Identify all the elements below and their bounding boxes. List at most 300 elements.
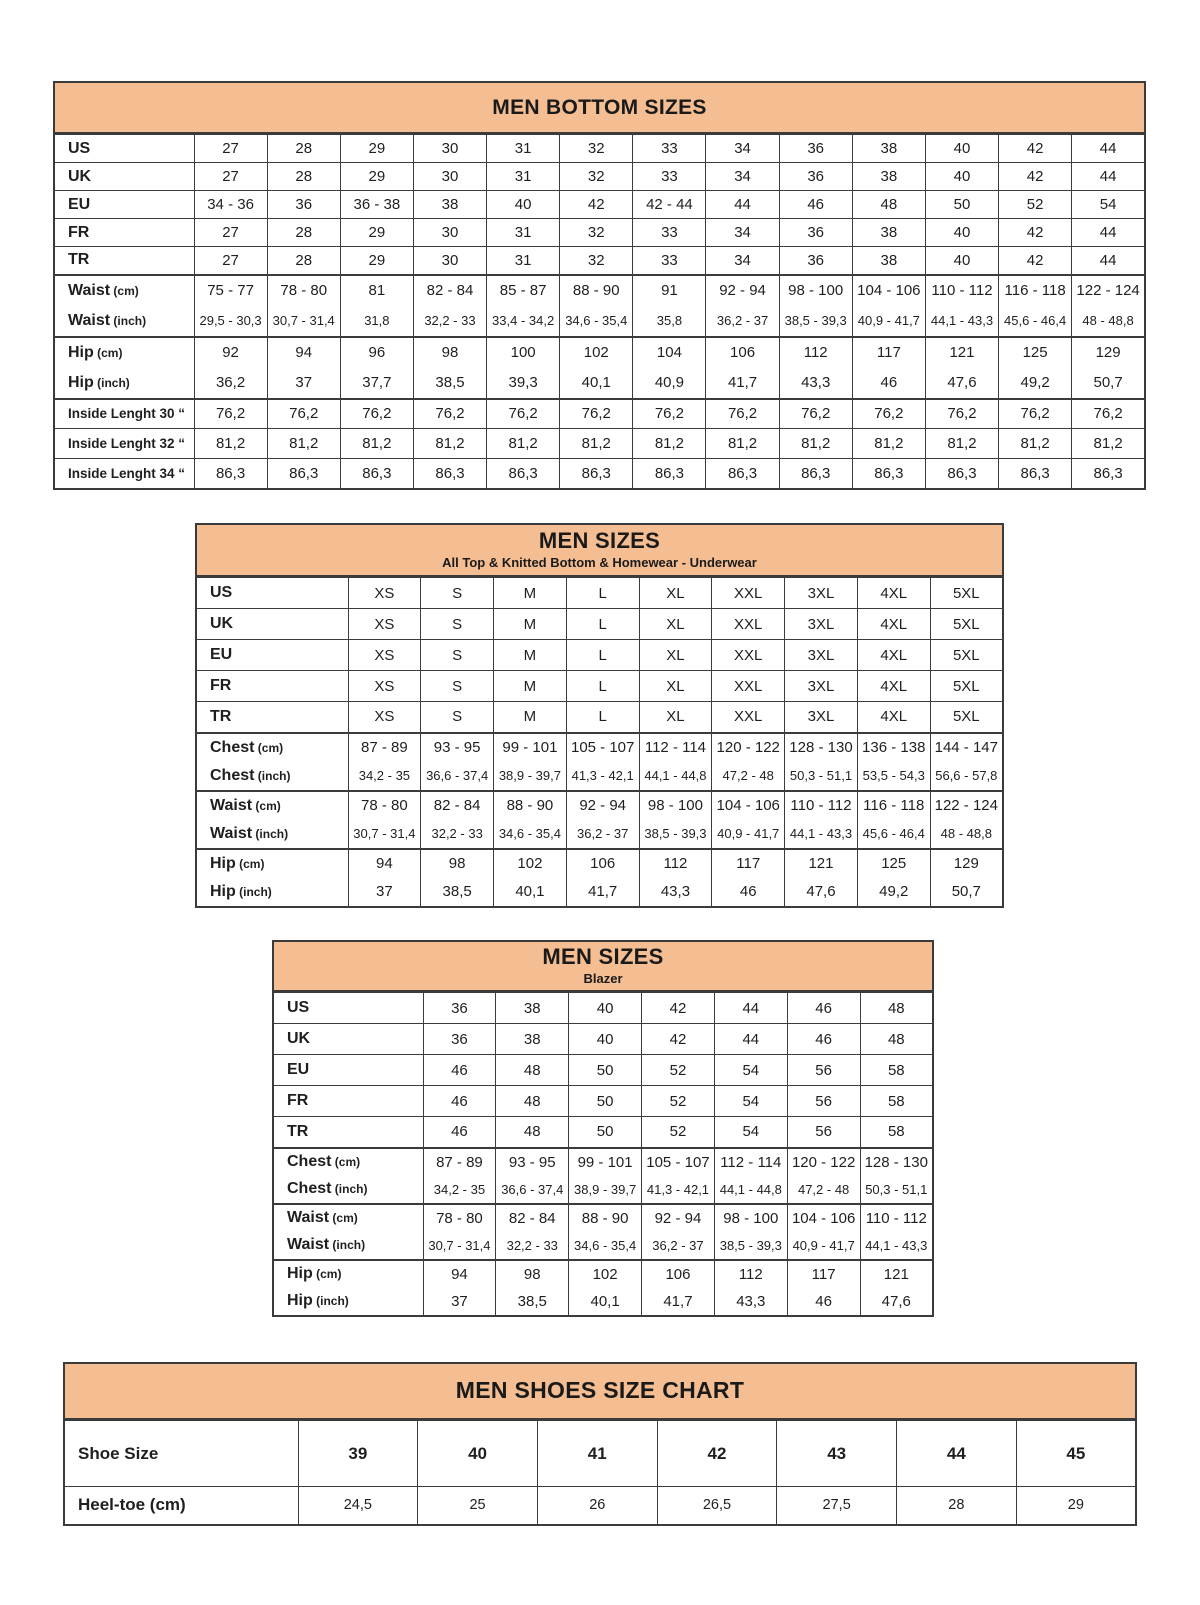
size-cell: 136 - 138 (857, 733, 930, 762)
size-cell: 48 - 48,8 (1072, 306, 1145, 337)
table-row (54, 247, 1145, 275)
row-label (273, 1288, 423, 1316)
row-label-text: Hip (210, 882, 236, 900)
row-label-text: UK (287, 1030, 311, 1047)
size-cell: 86,3 (925, 459, 998, 489)
men-sizes-blazer-table (272, 940, 934, 1317)
size-cell: 129 (1072, 337, 1145, 368)
size-cell: 47,6 (860, 1288, 933, 1316)
size-cell: 106 (642, 1260, 715, 1288)
size-cell: 104 - 106 (852, 275, 925, 306)
size-cell: 45,6 - 46,4 (857, 820, 930, 849)
size-cell: 48 (496, 1086, 569, 1117)
size-cell: 46 (712, 878, 785, 907)
size-cell: 4XL (857, 609, 930, 640)
row-label (196, 849, 348, 878)
size-cell: 28 (897, 1487, 1017, 1525)
size-cell: XS (348, 702, 421, 733)
size-cell: 54 (714, 1055, 787, 1086)
size-cell: 29 (340, 219, 413, 247)
size-cell: 44 (714, 993, 787, 1024)
size-cell: 40,9 - 41,7 (712, 820, 785, 849)
size-cell: 99 - 101 (569, 1148, 642, 1176)
size-cell: 98 - 100 (639, 791, 712, 820)
size-cell: 48 - 48,8 (930, 820, 1003, 849)
size-cell: 92 (194, 337, 267, 368)
size-cell: 40,1 (494, 878, 567, 907)
size-cell: 102 (494, 849, 567, 878)
row-label-unit: (cm) (93, 345, 123, 360)
size-cell: 56 (787, 1086, 860, 1117)
size-cell: 120 - 122 (787, 1148, 860, 1176)
size-cell: 38,9 - 39,7 (494, 762, 567, 791)
size-cell: 98 - 100 (714, 1204, 787, 1232)
row-label (54, 163, 194, 191)
size-cell: 32 (560, 163, 633, 191)
size-cell: 52 (642, 1117, 715, 1148)
size-cell: 81,2 (267, 429, 340, 459)
size-cell: XL (639, 640, 712, 671)
size-cell: 44,1 - 44,8 (639, 762, 712, 791)
row-label-text: EU (287, 1061, 310, 1078)
size-cell: 35,8 (633, 306, 706, 337)
row-label (273, 1148, 423, 1176)
size-cell: 86,3 (340, 459, 413, 489)
size-cell: L (566, 640, 639, 671)
size-cell: 30,7 - 31,4 (348, 820, 421, 849)
size-cell: 81,2 (779, 429, 852, 459)
size-cell: 98 (421, 849, 494, 878)
row-label-text: Inside Lenght 30 “ (68, 406, 186, 422)
size-cell: 125 (857, 849, 930, 878)
size-cell: 30 (413, 219, 486, 247)
size-cell: 128 - 130 (785, 733, 858, 762)
size-cell: 31,8 (340, 306, 413, 337)
table-row (273, 1232, 933, 1260)
row-label-text: US (210, 584, 233, 601)
size-cell: 50 (569, 1055, 642, 1086)
size-cell: 46 (779, 191, 852, 219)
size-cell: 36,2 - 37 (566, 820, 639, 849)
size-cell: 104 - 106 (787, 1204, 860, 1232)
row-label (196, 820, 348, 849)
size-cell: 42 (999, 163, 1072, 191)
size-cell: 76,2 (779, 399, 852, 429)
size-cell: 112 (639, 849, 712, 878)
size-cell: 38,5 (421, 878, 494, 907)
size-cell: 41,3 - 42,1 (642, 1176, 715, 1204)
size-cell: M (494, 578, 567, 609)
size-cell: 32 (560, 219, 633, 247)
size-cell: 86,3 (1072, 459, 1145, 489)
size-cell: 50,7 (930, 878, 1003, 907)
row-label (196, 640, 348, 671)
size-cell: 52 (642, 1055, 715, 1086)
size-cell: 33,4 - 34,2 (487, 306, 560, 337)
size-cell: 33 (633, 247, 706, 275)
size-grid (195, 577, 1004, 908)
size-cell: 81,2 (852, 429, 925, 459)
size-cell: 34,6 - 35,4 (569, 1232, 642, 1260)
size-cell: 91 (633, 275, 706, 306)
size-cell: 34,2 - 35 (348, 762, 421, 791)
size-cell: 92 - 94 (706, 275, 779, 306)
size-cell: 86,3 (267, 459, 340, 489)
size-cell: 104 - 106 (712, 791, 785, 820)
size-cell: 37 (267, 368, 340, 399)
size-cell: 32,2 - 33 (421, 820, 494, 849)
size-cell: 117 (712, 849, 785, 878)
size-cell: 58 (860, 1055, 933, 1086)
size-cell: 50,3 - 51,1 (860, 1176, 933, 1204)
size-cell: 50 (925, 191, 998, 219)
size-cell: 117 (852, 337, 925, 368)
size-cell: 34 - 36 (194, 191, 267, 219)
size-cell: 4XL (857, 671, 930, 702)
size-cell: 32,2 - 33 (413, 306, 486, 337)
size-cell: 4XL (857, 702, 930, 733)
size-cell: S (421, 640, 494, 671)
table-row (196, 878, 1003, 907)
size-cell: 42 (999, 219, 1072, 247)
size-cell: 40,1 (560, 368, 633, 399)
size-cell: XXL (712, 640, 785, 671)
table-row (54, 399, 1145, 429)
size-cell: 31 (487, 219, 560, 247)
table-row (273, 993, 933, 1024)
size-cell: 76,2 (487, 399, 560, 429)
size-cell: L (566, 578, 639, 609)
size-cell: 52 (642, 1086, 715, 1117)
size-cell: 28 (267, 135, 340, 163)
size-cell: 38,5 - 39,3 (639, 820, 712, 849)
size-cell: 40 (925, 135, 998, 163)
size-cell: M (494, 640, 567, 671)
size-cell: 88 - 90 (569, 1204, 642, 1232)
size-cell: 46 (787, 1024, 860, 1055)
size-cell: 27 (194, 135, 267, 163)
size-cell: 4XL (857, 578, 930, 609)
size-grid (63, 1420, 1137, 1526)
size-cell: M (494, 609, 567, 640)
size-cell: 38 (496, 1024, 569, 1055)
table-header-band (195, 523, 1004, 577)
row-label-text: Chest (210, 766, 255, 784)
row-label (273, 1260, 423, 1288)
size-cell: XS (348, 578, 421, 609)
size-cell: 36 (779, 247, 852, 275)
size-cell: 30,7 - 31,4 (423, 1232, 496, 1260)
size-cell: 44 (714, 1024, 787, 1055)
table-row (196, 702, 1003, 733)
size-cell: 36 (267, 191, 340, 219)
size-cell: 45,6 - 46,4 (999, 306, 1072, 337)
row-label-text: Hip (287, 1292, 313, 1309)
size-cell: 46 (423, 1117, 496, 1148)
size-cell: XL (639, 609, 712, 640)
row-label (54, 459, 194, 489)
row-label-unit: (cm) (254, 740, 284, 755)
size-cell: 76,2 (194, 399, 267, 429)
size-cell: 94 (348, 849, 421, 878)
size-cell: 38 (852, 247, 925, 275)
table-row (64, 1487, 1136, 1525)
size-cell: 45 (1016, 1421, 1136, 1487)
size-cell: 33 (633, 163, 706, 191)
size-cell: XS (348, 609, 421, 640)
row-label (273, 1024, 423, 1055)
table-header-band (53, 81, 1146, 134)
size-grid (53, 134, 1146, 490)
size-cell: 40 (487, 191, 560, 219)
size-cell: 43 (777, 1421, 897, 1487)
table-row (54, 459, 1145, 489)
size-cell: 42 (642, 1024, 715, 1055)
size-cell: 93 - 95 (421, 733, 494, 762)
size-cell: 36 (779, 163, 852, 191)
size-cell: M (494, 671, 567, 702)
size-cell: 36,2 - 37 (706, 306, 779, 337)
size-cell: 5XL (930, 702, 1003, 733)
row-label-text: Inside Lenght 32 “ (68, 436, 186, 451)
size-cell: 81,2 (340, 429, 413, 459)
size-cell: 44 (1072, 135, 1145, 163)
size-cell: 122 - 124 (1072, 275, 1145, 306)
size-cell: 112 (779, 337, 852, 368)
row-label-unit: (inch) (252, 826, 289, 841)
size-cell: 33 (633, 219, 706, 247)
size-cell: 42 (560, 191, 633, 219)
size-cell: 58 (860, 1086, 933, 1117)
size-cell: 94 (423, 1260, 496, 1288)
size-cell: 56 (787, 1117, 860, 1148)
size-cell: 44 (1072, 219, 1145, 247)
table-row (54, 163, 1145, 191)
table-row (196, 609, 1003, 640)
row-label-text: FR (210, 677, 232, 694)
size-cell: 86,3 (560, 459, 633, 489)
size-cell: 30 (413, 135, 486, 163)
size-cell: 28 (267, 163, 340, 191)
size-cell: 48 (496, 1117, 569, 1148)
row-label (273, 1117, 423, 1148)
size-cell: 81,2 (487, 429, 560, 459)
size-cell: 38,5 (496, 1288, 569, 1316)
size-cell: 43,3 (639, 878, 712, 907)
size-cell: 39,3 (487, 368, 560, 399)
row-label-text: Waist (68, 311, 111, 329)
size-cell: 40 (925, 247, 998, 275)
row-label (196, 609, 348, 640)
table-row (273, 1176, 933, 1204)
size-cell: 76,2 (413, 399, 486, 429)
size-cell: 54 (1072, 191, 1145, 219)
size-cell: 48 (860, 993, 933, 1024)
size-cell: 46 (787, 993, 860, 1024)
size-cell: 38 (852, 219, 925, 247)
size-cell: 38,5 (413, 368, 486, 399)
size-cell: 31 (487, 135, 560, 163)
size-cell: 3XL (785, 671, 858, 702)
size-cell: 27,5 (777, 1487, 897, 1525)
size-cell: 56 (787, 1055, 860, 1086)
size-cell: 46 (787, 1288, 860, 1316)
size-cell: XL (639, 578, 712, 609)
row-label-text: FR (68, 223, 90, 241)
size-cell: 49,2 (857, 878, 930, 907)
size-cell: 81,2 (706, 429, 779, 459)
size-cell: 46 (423, 1055, 496, 1086)
size-cell: 76,2 (925, 399, 998, 429)
size-cell: 44 (1072, 163, 1145, 191)
size-cell: 41,7 (642, 1288, 715, 1316)
size-cell: 76,2 (340, 399, 413, 429)
table-row (273, 1148, 933, 1176)
row-label (54, 368, 194, 399)
size-cell: 30,7 - 31,4 (267, 306, 340, 337)
size-cell: 41,3 - 42,1 (566, 762, 639, 791)
size-cell: 34,2 - 35 (423, 1176, 496, 1204)
size-cell: 112 - 114 (714, 1148, 787, 1176)
size-cell: 86,3 (852, 459, 925, 489)
size-cell: 34 (706, 247, 779, 275)
size-cell: 39 (298, 1421, 418, 1487)
row-label-text: Hip (68, 373, 94, 391)
size-cell: 81,2 (999, 429, 1072, 459)
row-label-text: Hip (287, 1265, 313, 1282)
row-label (196, 702, 348, 733)
size-cell: 40 (925, 219, 998, 247)
row-label-unit: (inch) (93, 375, 130, 390)
table-subtitle: Blazer (583, 971, 623, 987)
size-cell: 54 (714, 1086, 787, 1117)
row-label (196, 878, 348, 907)
size-cell: 28 (267, 247, 340, 275)
size-cell: 25 (418, 1487, 538, 1525)
row-label-text: Heel-toe (cm) (78, 1495, 186, 1515)
table-row (54, 429, 1145, 459)
size-cell: 38 (852, 163, 925, 191)
size-cell: 116 - 118 (999, 275, 1072, 306)
size-cell: 116 - 118 (857, 791, 930, 820)
row-label (54, 399, 194, 429)
size-cell: 87 - 89 (348, 733, 421, 762)
size-cell: 100 (487, 337, 560, 368)
size-cell: 42 (999, 247, 1072, 275)
row-label (196, 733, 348, 762)
size-cell: 94 (267, 337, 340, 368)
size-cell: 82 - 84 (496, 1204, 569, 1232)
size-cell: 34,6 - 35,4 (560, 306, 633, 337)
size-cell: 29,5 - 30,3 (194, 306, 267, 337)
row-label (273, 1232, 423, 1260)
row-label (273, 993, 423, 1024)
row-label (54, 247, 194, 275)
size-cell: 29 (1016, 1487, 1136, 1525)
size-cell: 48 (496, 1055, 569, 1086)
table-title: MEN BOTTOM SIZES (492, 95, 707, 119)
table-row (196, 578, 1003, 609)
size-cell: 40,9 - 41,7 (852, 306, 925, 337)
size-cell: 5XL (930, 640, 1003, 671)
row-label-text: Waist (287, 1209, 330, 1226)
size-cell: XL (639, 702, 712, 733)
row-label (54, 306, 194, 337)
size-cell: 3XL (785, 578, 858, 609)
size-cell: 144 - 147 (930, 733, 1003, 762)
size-cell: 41,7 (706, 368, 779, 399)
table-row (273, 1288, 933, 1316)
row-label (64, 1421, 298, 1487)
table-row (54, 191, 1145, 219)
size-cell: 86,3 (706, 459, 779, 489)
size-cell: 78 - 80 (423, 1204, 496, 1232)
row-label (54, 429, 194, 459)
size-cell: 81,2 (413, 429, 486, 459)
size-cell: 120 - 122 (712, 733, 785, 762)
size-cell: 81,2 (633, 429, 706, 459)
size-cell: 42 (657, 1421, 777, 1487)
row-label (54, 219, 194, 247)
size-cell: 38,9 - 39,7 (569, 1176, 642, 1204)
size-cell: 44 (706, 191, 779, 219)
size-cell: 81 (340, 275, 413, 306)
size-cell: 30 (413, 163, 486, 191)
size-cell: 37 (423, 1288, 496, 1316)
size-cell: 47,2 - 48 (787, 1176, 860, 1204)
size-cell: 38,5 - 39,3 (779, 306, 852, 337)
table-header-band (63, 1362, 1137, 1420)
size-cell: L (566, 671, 639, 702)
row-label-unit: (cm) (235, 856, 265, 871)
size-cell: 26,5 (657, 1487, 777, 1525)
size-cell: 50,7 (1072, 368, 1145, 399)
size-cell: XS (348, 640, 421, 671)
row-label (54, 191, 194, 219)
table-title: MEN SIZES (542, 944, 664, 970)
row-label (273, 1055, 423, 1086)
size-cell: 49,2 (999, 368, 1072, 399)
row-label-text: US (287, 999, 310, 1016)
size-cell: 86,3 (999, 459, 1072, 489)
size-cell: 86,3 (633, 459, 706, 489)
row-label (196, 578, 348, 609)
men-sizes-tops-table (195, 523, 1004, 908)
size-cell: 81,2 (560, 429, 633, 459)
size-cell: 36 - 38 (340, 191, 413, 219)
size-cell: 44 (897, 1421, 1017, 1487)
table-row (273, 1055, 933, 1086)
size-cell: S (421, 671, 494, 702)
size-cell: 40,9 - 41,7 (787, 1232, 860, 1260)
size-cell: 122 - 124 (930, 791, 1003, 820)
row-label-text: Chest (287, 1153, 332, 1170)
size-grid (272, 992, 934, 1317)
size-cell: 36,6 - 37,4 (496, 1176, 569, 1204)
size-cell: 76,2 (1072, 399, 1145, 429)
size-cell: 48 (852, 191, 925, 219)
size-cell: 87 - 89 (423, 1148, 496, 1176)
table-row (196, 762, 1003, 791)
row-label-text: Hip (210, 854, 236, 872)
row-label-unit: (cm) (110, 283, 139, 298)
size-cell: 5XL (930, 671, 1003, 702)
size-cell: 38,5 - 39,3 (714, 1232, 787, 1260)
row-label-text: TR (210, 707, 232, 725)
table-row (54, 135, 1145, 163)
size-cell: 76,2 (633, 399, 706, 429)
size-cell: 121 (860, 1260, 933, 1288)
